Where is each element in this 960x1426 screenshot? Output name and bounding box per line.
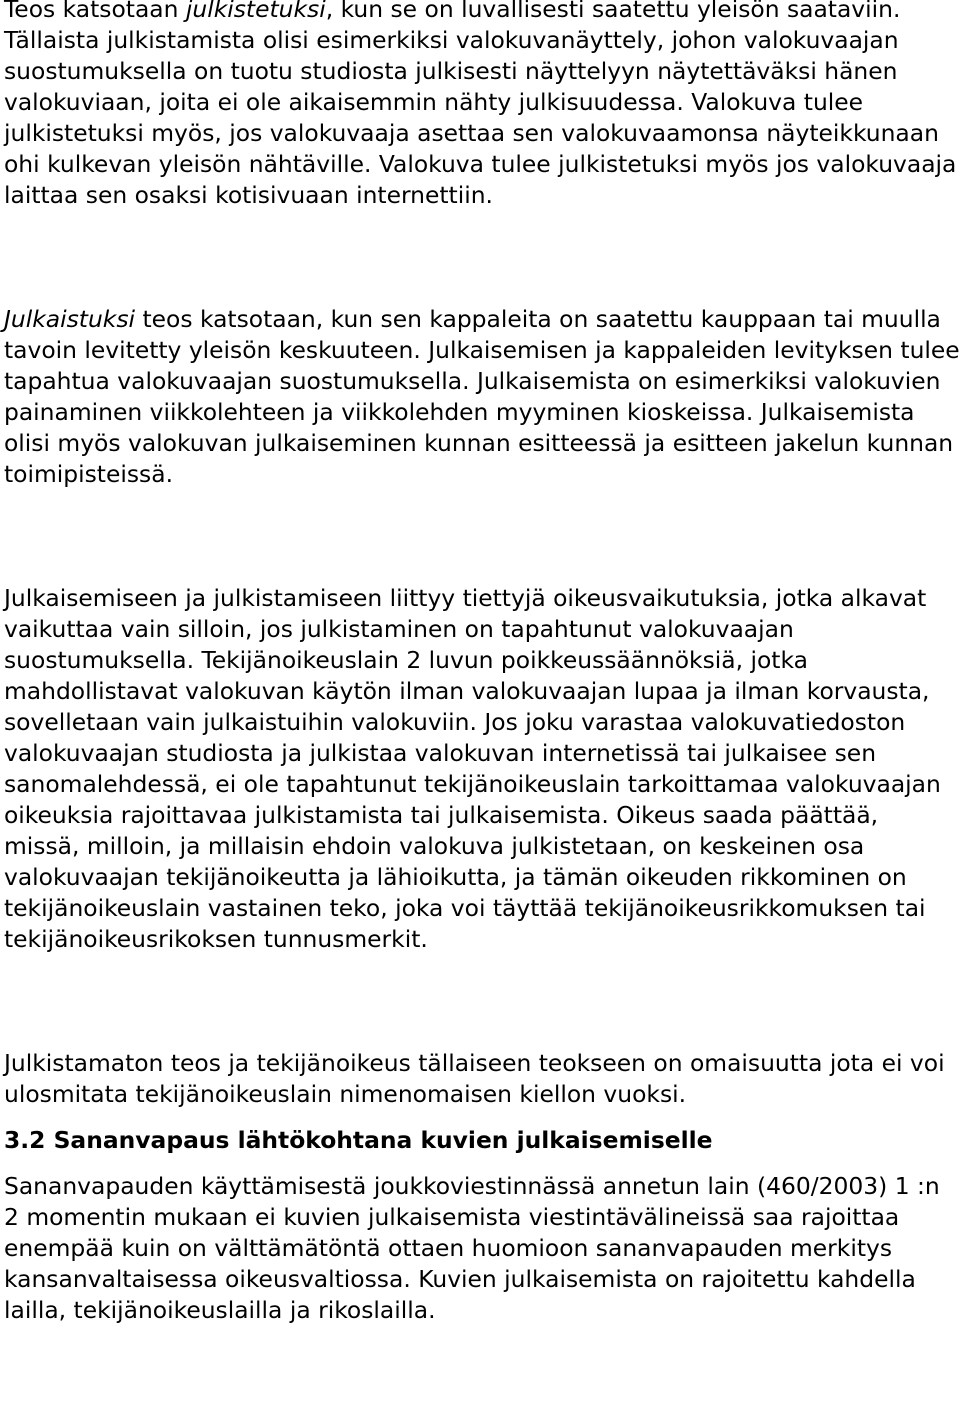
term-julkistetuksi: julkistetuksi <box>185 0 326 23</box>
document-page <box>4 0 960 1326</box>
term-julkaistuksi: Julkaistuksi <box>4 305 136 333</box>
paragraph-2-rest: teos katsotaan, kun sen kappaleita on saatettu kauppaan tai muulla tavoin levitetty yleisön keskuuteen. Julkaisemisen ja kappaleiden levityksen tulee tapahtua valokuvaajan suostumuksella. Julkaisemista on esimerkiksi valokuvien painaminen viikkolehteen ja viikkolehden myyminen kioskeissa. Julkaisemista olisi myös valokuvan julkaiseminen kunnan esitteessä ja esitteen jakelun kunnan toimipisteissä. <box>4 305 960 488</box>
section-heading: 3.2 Sananvapaus lähtökohtana kuvien julkaisemiselle <box>4 1126 713 1154</box>
paragraph-1-rest: , kun se on luvallisesti saatettu yleisön saataviin. Tällaista julkistamista olisi esimerkiksi valokuvanäyttely, johon valokuvaajan suostumuksella on tuotu studiosta julkisesti näyttelyyn näytettäväksi hänen valokuviaan, joita ei ole aikaisemmin nähty julkisuudessa. Valokuva tulee julkistetuksi myös, jos valokuvaaja asettaa sen valokuvaamonsa näyteikkunaan ohi kulkevan yleisön nähtäville. Valokuva tulee julkistetuksi myös jos valokuvaaja laittaa sen osaksi kotisivuaan internettiin. <box>4 0 957 209</box>
paragraph-sananvapaus: Sananvapauden käyttämisestä joukkoviestinnässä annetun lain (460/2003) 1 :n 2 momentin mukaan ei kuvien julkaisemista viestintävälineissä saa rajoittaa enempää kuin on välttämätöntä ottaen huomioon sananvapauden merkitys kansanvaltaisessa oikeusvaltiossa. Kuvien julkaisemista on rajoitettu kahdella lailla, tekijänoikeuslailla ja rikoslailla. <box>4 1172 940 1324</box>
paragraph-julkistaminen <box>4 0 960 211</box>
paragraph-ulosmittaus: Julkistamaton teos ja tekijänoikeus tällaiseen teokseen on omaisuutta jota ei voi ulosmitata tekijänoikeuslain nimenomaisen kiellon vuoksi. <box>4 1049 945 1108</box>
paragraph-julkaiseminen <box>4 304 960 490</box>
paragraph-1-lead: Teos katsotaan <box>4 0 186 23</box>
paragraph-oikeusvaikutukset: Julkaisemiseen ja julkistamiseen liittyy tiettyjä oikeusvaikutuksia, jotka alkavat vaikuttaa vain silloin, jos julkistaminen on tapahtunut valokuvaajan suostumuksella. Tekijänoikeuslain 2 luvun poikkeussäännöksiä, jotka mahdollistavat valokuvan käytön ilman valokuvaajan lupaa ja ilman korvausta, sovelletaan vain julkaistuihin valokuviin. Jos joku varastaa valokuvatiedoston valokuvaajan studiosta ja julkistaa valokuvan internetissä tai julkaisee sen sanomalehdessä, ei ole tapahtunut tekijänoikeuslain tarkoittamaa valokuvaajan oikeuksia rajoittavaa julkistamista tai julkaisemista. Oikeus saada päättää, missä, milloin, ja millaisin ehdoin valokuva julkistetaan, on keskeinen osa valokuvaajan tekijänoikeutta ja lähioikutta, ja tämän oikeuden rikkominen on tekijänoikeuslain vastainen teko, joka voi täyttää tekijänoikeusrikkomuksen tai tekijänoikeusrikoksen tunnusmerkit. <box>4 584 941 953</box>
